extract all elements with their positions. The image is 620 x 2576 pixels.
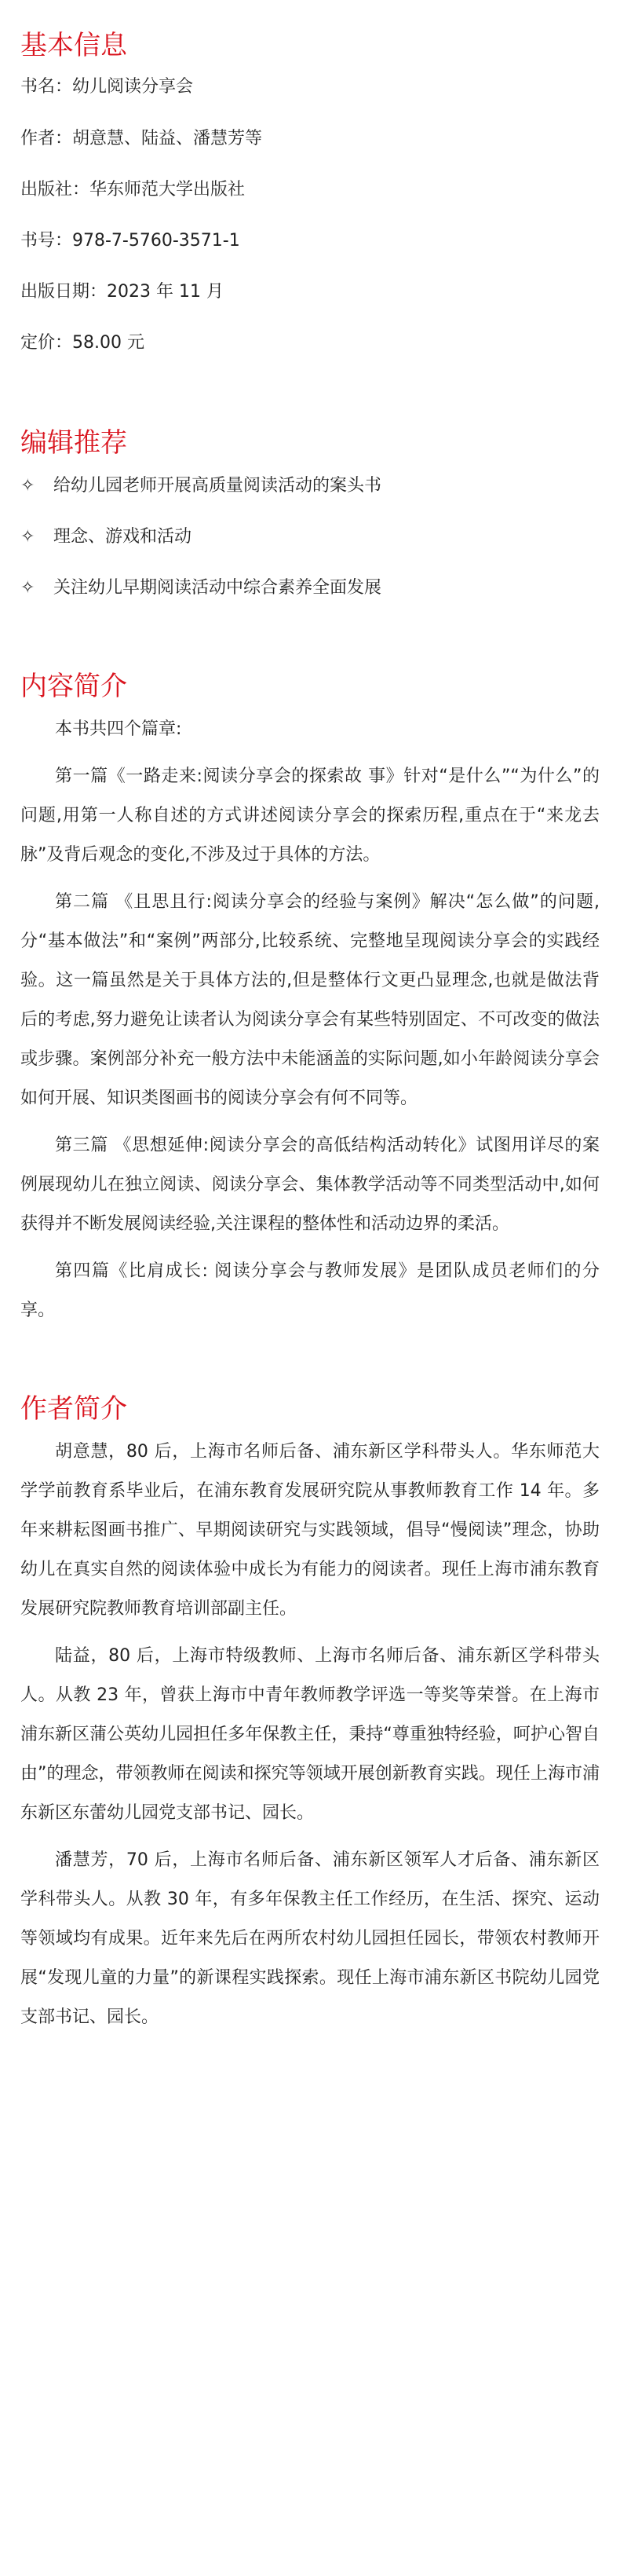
- book-title-line: 书名：幼儿阅读分享会: [20, 77, 194, 97]
- sparkle-bullet-icon: ✧: [20, 578, 35, 598]
- isbn-line: 书号：978-7-5760-3571-1: [20, 231, 240, 251]
- author-line: 作者：胡意慧、陆益、潘慧芳等: [20, 129, 263, 148]
- publisher-line: 出版社：华东师范大学出版社: [20, 180, 246, 199]
- author-paragraph: 潘慧芳，70 后，上海市名师后备、浦东新区领军人才后备、浦东新区学科带头人。从教 30 年，有多年保教主任工作经历，在生活、探究、运动等领域均有成果。近年来先后在两所农村幼儿园担任园长，带领农村教师开展“发现儿童的力量”的新课程实践探索。现任上海市浦东新区书院幼儿园党支部书记、园长。: [20, 1850, 600, 2027]
- recommend-item: [20, 576, 600, 600]
- intro-paragraph: 第三篇 《思想延伸:阅读分享会的高低结构活动转化》试图用详尽的案例展现幼儿在独立阅读、阅读分享会、集体教学活动等不同类型活动中,如何 获得并不断发展阅读经验,关注课程的整体性和活动边界的柔活。: [20, 1136, 600, 1234]
- price-line: 定价：58.00 元: [20, 333, 144, 353]
- recommend-item-text: 给幼儿园老师开展高质量阅读活动的案头书: [53, 476, 382, 496]
- recommend-item: [20, 474, 600, 498]
- intro-paragraph: 第四篇《比肩成长: 阅读分享会与教师发展》是团队成员老师们的分享。: [20, 1261, 600, 1320]
- sparkle-bullet-icon: ✧: [20, 527, 35, 547]
- publish-date-line: 出版日期：2023 年 11 月: [20, 282, 224, 302]
- intro-paragraph: 本书共四个篇章:: [55, 719, 182, 739]
- author-intro-section: [20, 1390, 600, 2037]
- editor-recommend-section: [20, 424, 600, 600]
- content-intro-title: 内容简介: [20, 671, 127, 702]
- author-paragraph: 陆益，80 后，上海市特级教师、上海市名师后备、浦东新区学科带头人。从教 23 年，曾获上海市中青年教师教学评选一等奖等荣誉。在上海市浦东新区蒲公英幼儿园担任多年保教主任，秉持“尊重独特经验，呵护心智自由”的理念，带领教师在阅读和探究等领域开展创新教育实践。现任上海市浦东新区东蕾幼儿园党支部书记、园长。: [20, 1646, 600, 1823]
- author-paragraph: 胡意慧，80 后，上海市名师后备、浦东新区学科带头人。华东师范大学学前教育系毕业后，在浦东教育发展研究院从事教师教育工作 14 年。多年来耕耘图画书推广、早期阅读研究与实践领域，倡导“慢阅读”理念，协助幼儿在真实自然的阅读体验中成长为有能力的阅读者。现任上海市浦东教育发展研究院教师教育培训部副主任。: [20, 1442, 600, 1619]
- recommend-item-text: 关注幼儿早期阅读活动中综合素养全面发展: [53, 578, 382, 598]
- intro-paragraph: 第一篇《一路走来:阅读分享会的探索故 事》针对“是什么”“为什么”的问题,用第一人称自述的方式讲述阅读分享会的探索历程,重点在于“来龙去脉”及背后观念的变化,不涉及过于具体的方法。: [20, 767, 600, 865]
- author-intro-title: 作者简介: [20, 1393, 127, 1425]
- content-intro-section: [20, 668, 600, 1330]
- intro-paragraph: 第二篇 《且思且行:阅读分享会的经验与案例》解决“怎么做”的问题,分“基本做法”和“案例”两部分,比较系统、完整地呈现阅读分享会的实践经验。这一篇虽然是关于具体方法的,但是整体行文更凸显理念,也就是做法背后的考虑,努力避免让读者认为阅读分享会有某些特别固定、不可改变的做法或步骤。案例部分补充一般方法中未能涵盖的实际问题,如小年龄阅读分享会如何开展、知识类图画书的阅读分享会有何不同等。: [20, 892, 600, 1108]
- basic-info-section: [20, 27, 600, 355]
- editor-recommend-title: 编辑推荐: [20, 427, 127, 459]
- recommend-item-text: 理念、游戏和活动: [53, 527, 192, 547]
- recommend-item: [20, 525, 600, 549]
- basic-info-title: 基本信息: [20, 30, 127, 61]
- sparkle-bullet-icon: ✧: [20, 476, 35, 496]
